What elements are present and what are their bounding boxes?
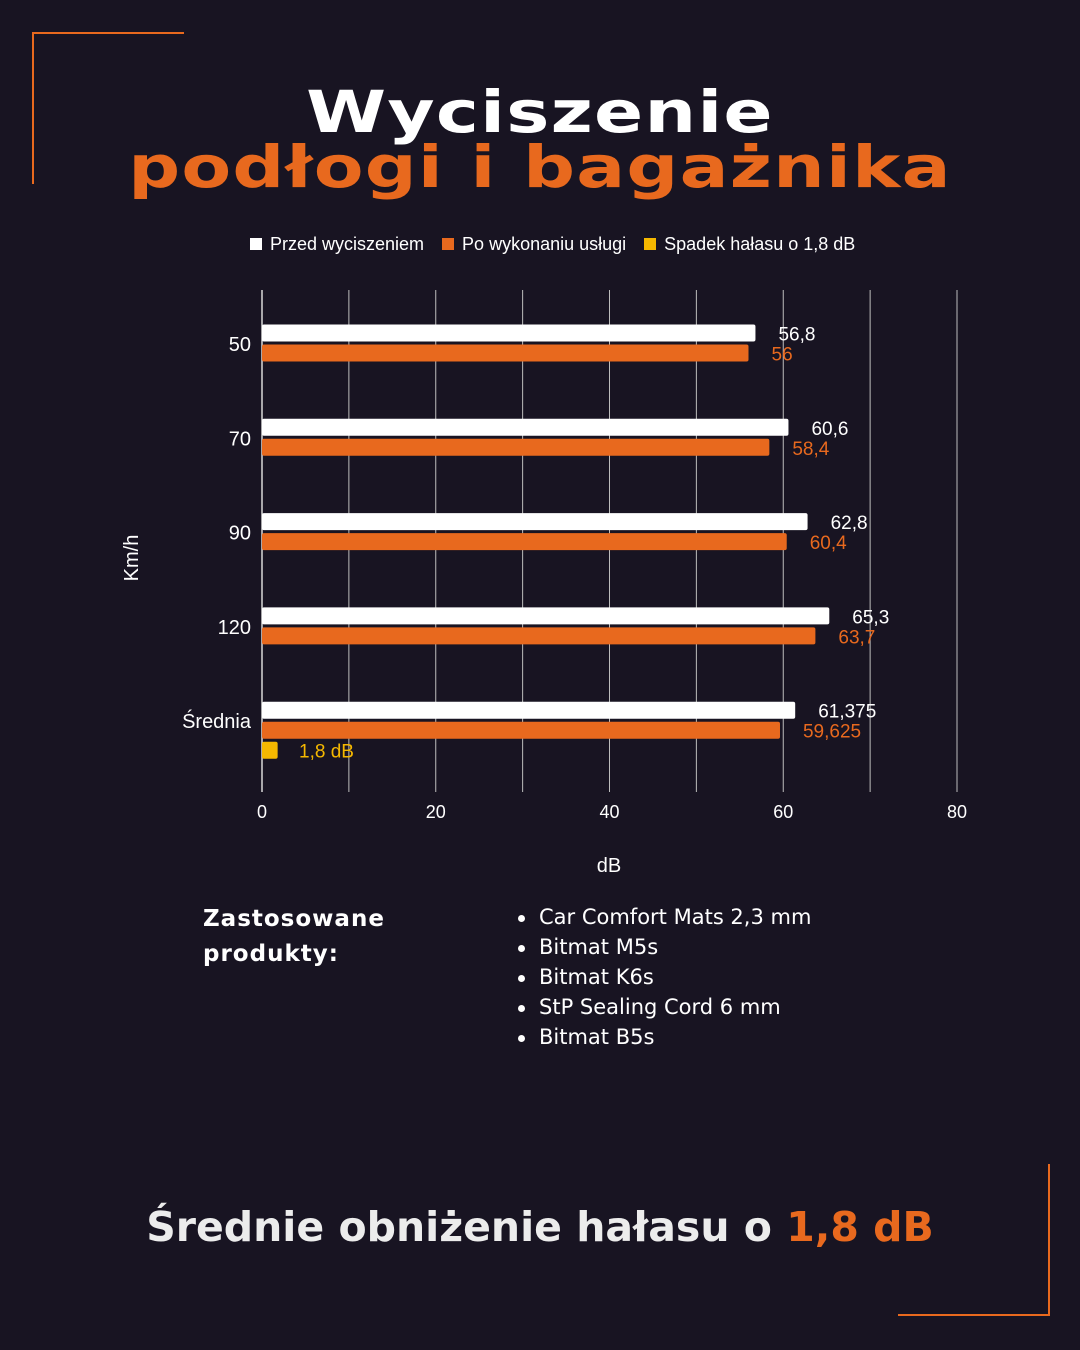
footer-summary [0, 1203, 1080, 1251]
product-item: Car Comfort Mats 2,3 mm [516, 902, 811, 932]
product-item: Bitmat B5s [516, 1022, 811, 1052]
bar-before [262, 513, 808, 530]
products-list [516, 902, 811, 1052]
page-title-line-2: podłogi i bagażnika [128, 133, 952, 201]
data-label: 59,625 [802, 721, 862, 743]
x-tick-label: 80 [946, 802, 968, 822]
data-label: 60,6 [811, 418, 849, 440]
legend-swatch-before [250, 238, 262, 250]
category-label: 90 [228, 522, 251, 545]
data-label: 1,8 dB [299, 741, 354, 763]
legend-label-drop: Spadek hałasu o 1,8 dB [664, 233, 856, 254]
data-label: 65,3 [852, 607, 890, 629]
data-label: 58,4 [792, 438, 830, 460]
legend-swatch-drop [644, 238, 656, 250]
y-axis-title: Km/h [121, 534, 143, 582]
category-label: 70 [228, 428, 251, 451]
x-axis-title: dB [596, 855, 622, 877]
data-label: 56 [771, 344, 793, 366]
bar-drop [262, 742, 278, 759]
bar-after [262, 533, 787, 550]
product-item: Bitmat K6s [516, 962, 811, 992]
bar-chart [0, 280, 1080, 890]
data-label: 62,8 [830, 513, 868, 535]
legend-label-after: Po wykonaniu usługi [462, 233, 627, 254]
bar-before [262, 607, 829, 624]
bar-after [262, 345, 749, 362]
x-tick-label: 20 [425, 802, 446, 822]
bar-before [262, 325, 755, 342]
footer-highlight: 1,8 dB [786, 1203, 934, 1251]
bar-after [262, 627, 815, 644]
page-title-line-1: Wyciszenie [306, 78, 774, 146]
bar-after [262, 439, 769, 456]
footer-text: Średnie obniżenie hałasu o [146, 1203, 787, 1251]
legend-item-before [250, 234, 424, 255]
data-label: 61,375 [818, 701, 877, 723]
products-heading: Zastosowane produkty: [203, 906, 385, 967]
legend-item-drop [644, 234, 855, 255]
bar-before [262, 419, 788, 436]
bar-after [262, 722, 780, 739]
bar-before [262, 702, 795, 719]
chart-legend [250, 233, 855, 255]
category-label: 50 [228, 334, 251, 356]
product-item: Bitmat M5s [516, 932, 811, 962]
data-label: 60,4 [809, 533, 847, 555]
category-label: Średnia [182, 711, 251, 734]
x-tick-label: 40 [599, 802, 620, 822]
x-tick-label: 0 [256, 802, 268, 822]
legend-item-after [442, 234, 626, 255]
category-label: 120 [217, 616, 251, 639]
legend-swatch-after [442, 238, 454, 250]
product-item: StP Sealing Cord 6 mm [516, 992, 811, 1022]
data-label: 56,8 [778, 324, 816, 346]
x-tick-label: 60 [773, 802, 794, 822]
data-label: 63,7 [838, 627, 876, 649]
legend-label-before: Przed wyciszeniem [270, 233, 425, 254]
